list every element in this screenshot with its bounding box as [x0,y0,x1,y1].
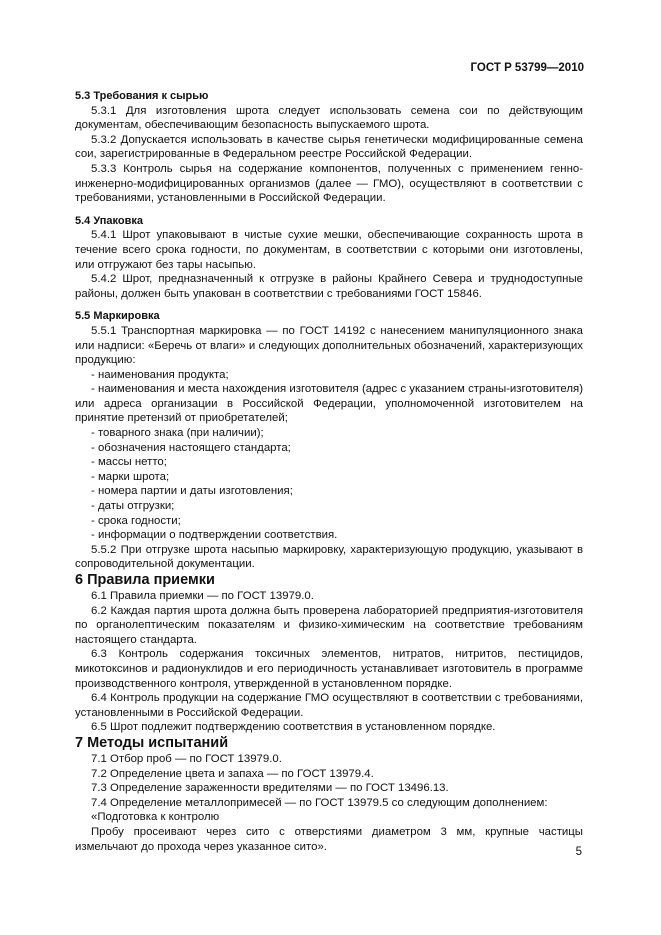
list-item: - наименования продукта; [91,368,229,381]
paragraph-7-3: 7.3 Определение зараженности вредителями — по ГОСТ 13496.13. [91,782,449,795]
paragraph-5-4-2: 5.4.2 Шрот, предназначенный к отгрузке в районы Крайнего Севера и труднодоступные районы, должен быть упакован в соответствии с требованиями ГОСТ 15846. [75,273,583,300]
section-5-5-title: 5.5 Маркировка [75,310,160,323]
paragraph-7-4-quote-body: Пробу просеивают через сито с отверстиями диаметром 3 мм, крупные частицы измельчают до прохода через указанное сито». [75,825,583,853]
document-body [75,89,583,854]
paragraph-6-5: 6.5 Шрот подлежит подтверждению соответствия в установленном порядке. [91,721,496,734]
list-item: - обозначения настоящего стандарта; [91,441,291,454]
page-number: 5 [575,846,582,858]
section-5-4-title: 5.4 Упаковка [75,214,143,227]
paragraph-7-4-quote-start: «Подготовка к контролю [91,811,220,824]
section-7-title: 7 Методы испытаний [75,734,229,751]
paragraph-7-1: 7.1 Отбор проб — по ГОСТ 13979.0. [91,752,282,765]
paragraph-7-4: 7.4 Определение металлопримесей — по ГОСТ 13979.5 со следующим дополнением: [91,796,548,809]
list-item: - марки шрота; [91,470,170,483]
paragraph-6-4: 6.4 Контроль продукции на содержание ГМО осуществляют в соответствии с требованиями, установленными в Российской Федерации. [75,692,583,719]
paragraph-6-2: 6.2 Каждая партия шрота должна быть проверена лабораторией предприятия-изготовителя по органолептическим показателям и физико-химическим на соответствие требованиям настоящего стандарта. [75,604,583,646]
paragraph-5-4-1: 5.4.1 Шрот упаковывают в чистые сухие мешки, обеспечивающие сохранность шрота в течение всего срока годности, по документам, в соответствии с которыми они изготовлены, или отгружают без тары насыпью. [75,229,583,271]
paragraph-5-5-2: 5.5.2 При отгрузке шрота насыпью маркировку, характеризующую продукцию, указывают в сопроводительной документации. [75,543,583,571]
section-5-3-title: 5.3 Требования к сырью [75,90,209,102]
section-6-title: 6 Правила приемки [75,572,215,588]
list-item: - массы нетто; [91,456,167,469]
standard-header: ГОСТ Р 53799—2010 [470,62,584,74]
paragraph-5-3-1: 5.3.1 Для изготовления шрота следует использовать семена сои по действующим документам, обеспечивающим безопасность выпускаемого шрота. [75,104,583,132]
paragraph-5-5-1: 5.5.1 Транспортная маркировка — по ГОСТ 14192 с нанесением манипуляционного знака или надписи: «Беречь от влаги» и следующих дополнительных обозначений, характеризующих продукцию: [75,324,583,367]
paragraph-5-3-3: 5.3.3 Контроль сырья на содержание компонентов, полученных с применением генно-инженерно-модифицированных организмов (далее — ГМО), осуществляют в соответствии с требованиями, установленными в Российской Федерации. [75,162,583,205]
paragraph-6-1: 6.1 Правила приемки — по ГОСТ 13979.0. [91,590,314,602]
list-item: - наименования и места нахождения изготовителя (адрес с указанием страны-изготовителя) или адреса организации в Российской Федерации, уполномоченной изготовителем на принятие претензий от приобретателей; [75,383,583,425]
paragraph-6-3: 6.3 Контроль содержания токсичных элементов, нитратов, нитритов, пестицидов, микотоксинов и радионуклидов и его периодичность устанавливает изготовитель в программе производственного контроля, утвержденной в установленном порядке. [75,648,583,690]
paragraph-5-3-2: 5.3.2 Допускается использовать в качестве сырья генетически модифицированные семена сои, зарегистрированные в Федеральном реестре Российской Федерации. [75,133,583,161]
list-item: - товарного знака (при наличии); [91,427,264,440]
list-item: - срока годности; [91,514,181,527]
list-item: - номера партии и даты изготовления; [91,485,293,498]
list-item: - информации о подтверждении соответствия. [91,529,338,542]
paragraph-7-2: 7.2 Определение цвета и запаха — по ГОСТ 13979.4. [91,767,374,780]
list-item: - даты отгрузки; [91,500,175,513]
